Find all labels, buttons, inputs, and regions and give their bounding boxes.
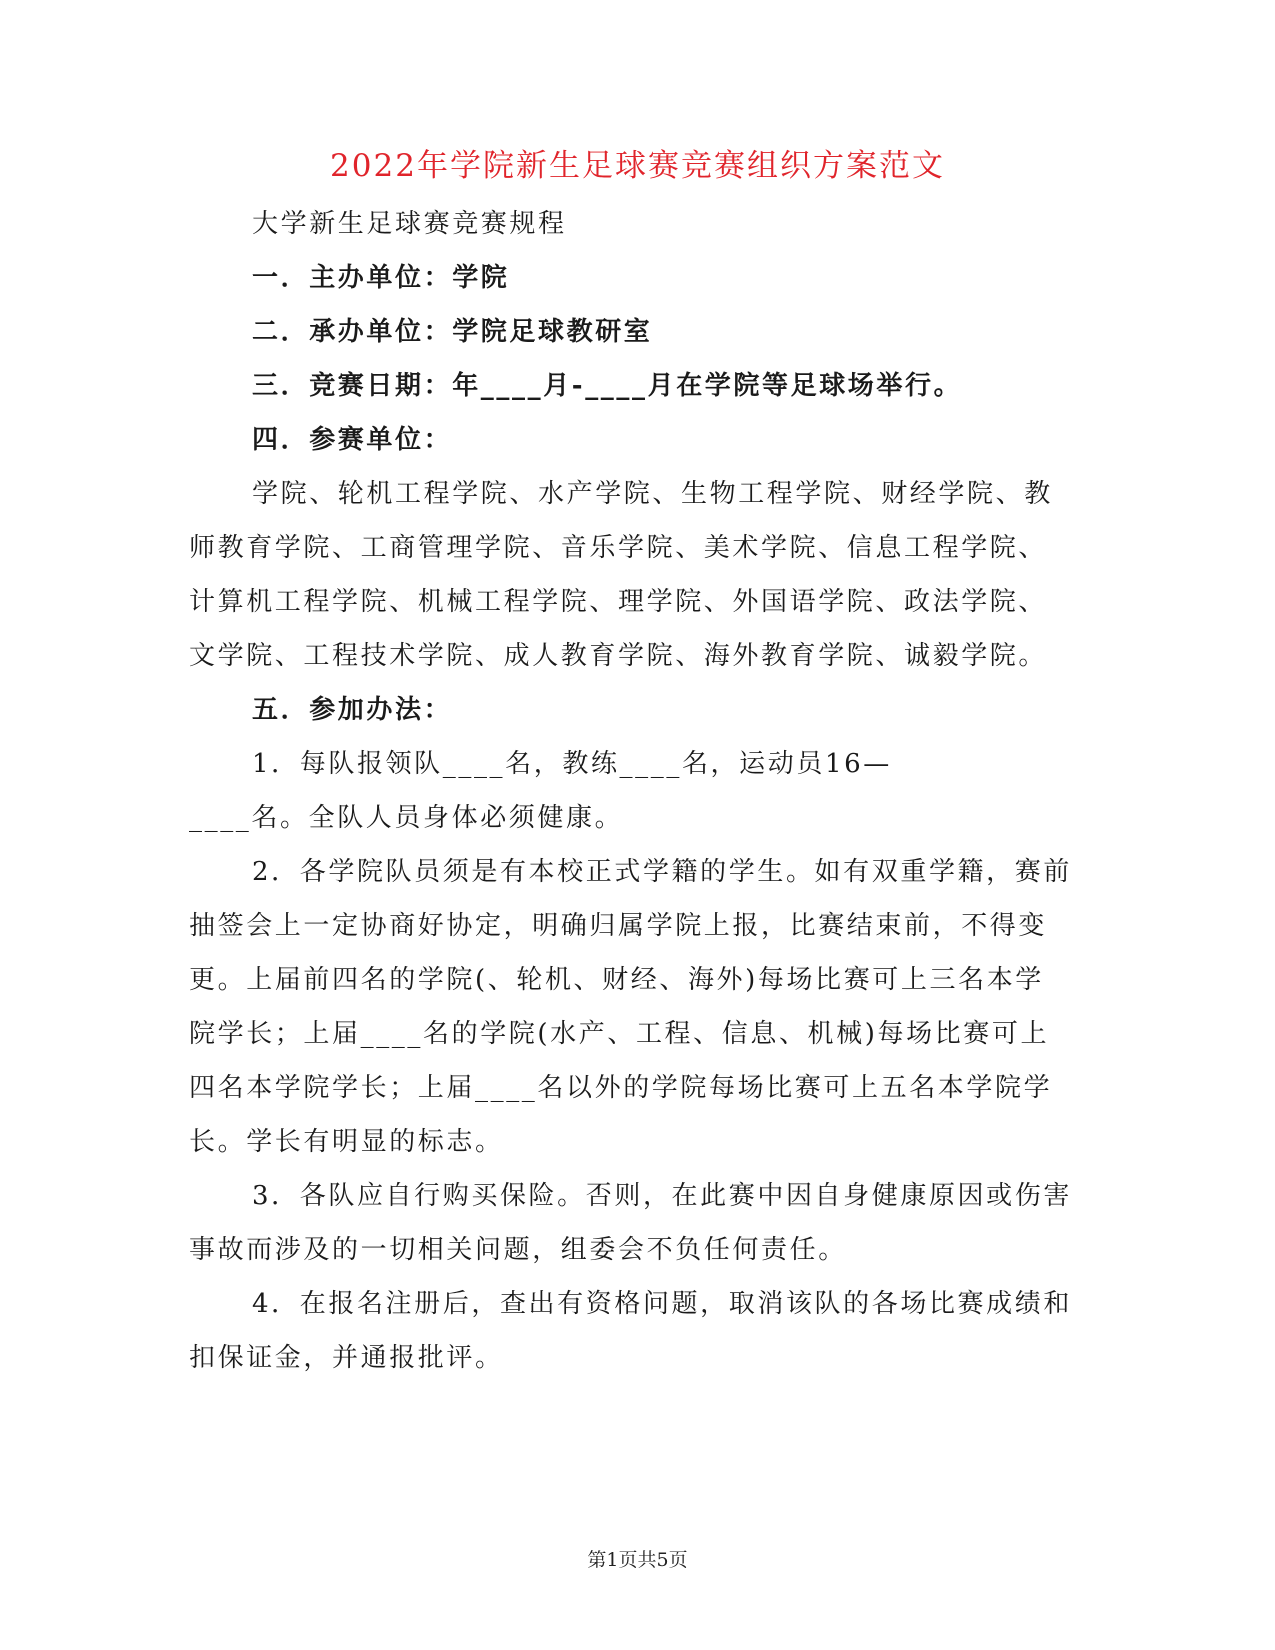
item-2-line: 抽签会上一定协商好协定，明确归属学院上报，比赛结束前，不得变 xyxy=(189,911,1048,941)
participants-line: 师教育学院、工商管理学院、音乐学院、美术学院、信息工程学院、 xyxy=(189,533,1048,563)
item-2-line: 2．各学院队员须是有本校正式学籍的学生。如有双重学籍，赛前 xyxy=(252,857,1072,887)
participants-line: 计算机工程学院、机械工程学院、理学院、外国语学院、政法学院、 xyxy=(189,587,1048,617)
item-1-line: ____名。全队人员身体必须健康。 xyxy=(189,803,624,833)
item-4-line: 扣保证金，并通报批评。 xyxy=(189,1343,504,1373)
document-title: 2022年学院新生足球赛竞赛组织方案范文 xyxy=(330,148,945,184)
section-method: 五．参加办法： xyxy=(252,695,453,725)
item-3-line: 事故而涉及的一切相关问题，组委会不负任何责任。 xyxy=(189,1235,847,1265)
item-2-line: 院学长；上届____名的学院(水产、工程、信息、机械)每场比赛可上 xyxy=(189,1019,1050,1049)
section-date: 三．竞赛日期：年____月-____月在学院等足球场举行。 xyxy=(252,371,963,401)
page-number-footer: 第1页共5页 xyxy=(587,1549,688,1571)
participants-line: 学院、轮机工程学院、水产学院、生物工程学院、财经学院、教 xyxy=(252,479,1053,509)
subtitle: 大学新生足球赛竞赛规程 xyxy=(252,209,567,239)
item-2-line: 长。学长有明显的标志。 xyxy=(189,1127,504,1157)
participants-line: 文学院、工程技术学院、成人教育学院、海外教育学院、诚毅学院。 xyxy=(189,641,1048,671)
item-2-line: 更。上届前四名的学院(、轮机、财经、海外)每场比赛可上三名本学 xyxy=(189,965,1044,995)
section-organizer: 一．主办单位：学院 xyxy=(252,263,510,293)
section-participants: 四．参赛单位： xyxy=(252,425,453,455)
item-1-line: 1．每队报领队____名，教练____名，运动员16— xyxy=(252,749,892,779)
item-2-line: 四名本学院学长；上届____名以外的学院每场比赛可上五名本学院学 xyxy=(189,1073,1053,1103)
item-4-line: 4．在报名注册后，查出有资格问题，取消该队的各场比赛成绩和 xyxy=(252,1289,1072,1319)
item-3-line: 3．各队应自行购买保险。否则，在此赛中因自身健康原因或伤害 xyxy=(252,1181,1072,1211)
section-host: 二．承办单位：学院足球教研室 xyxy=(252,317,653,347)
